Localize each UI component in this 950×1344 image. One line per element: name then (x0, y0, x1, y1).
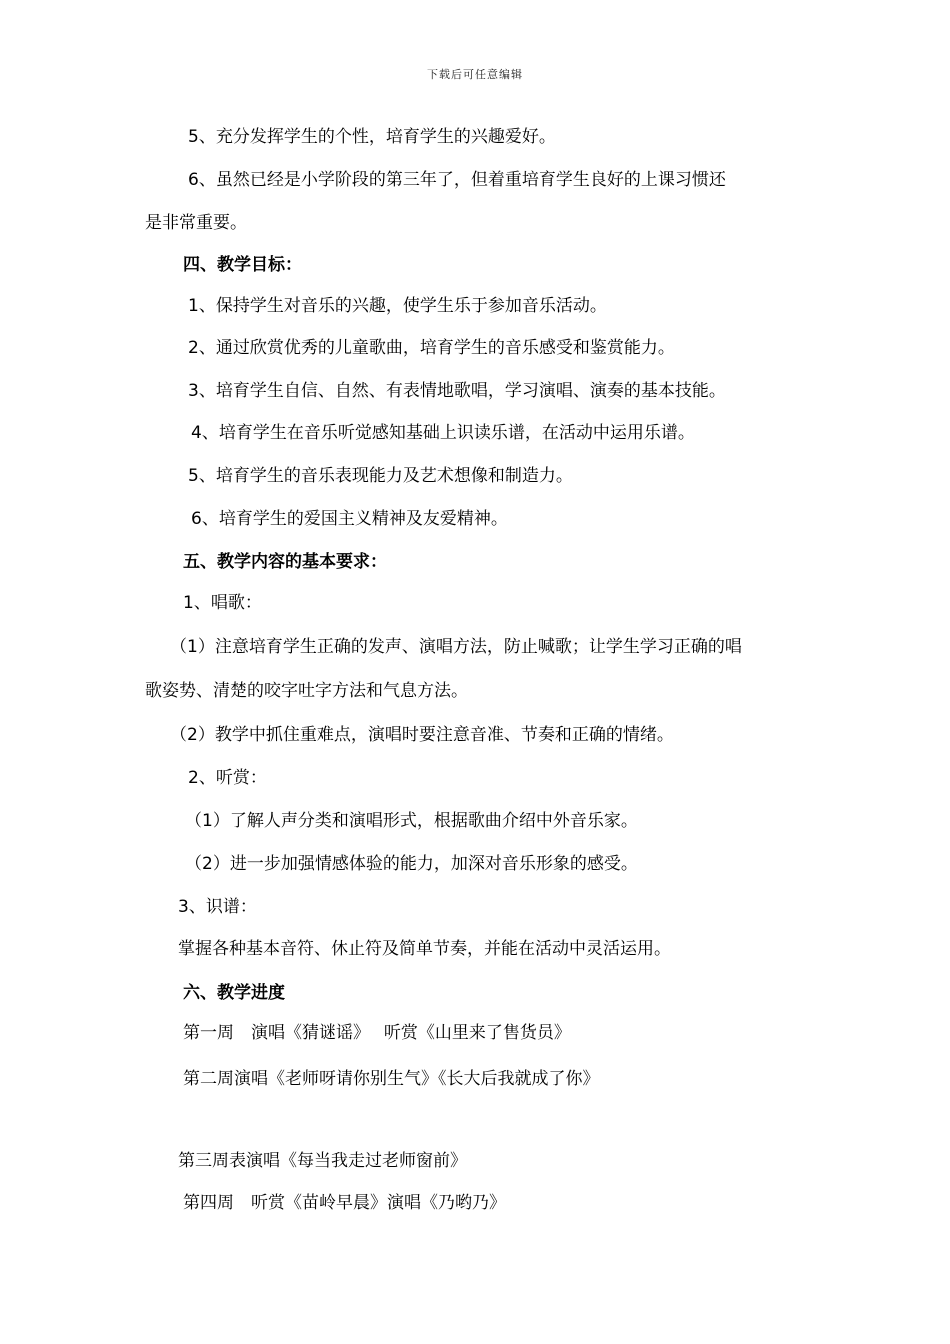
notation-item: 掌握各种基本音符、休止符及简单节奏，并能在活动中灵活运用。 (178, 939, 671, 959)
heading-teaching-goals: 四、教学目标： (183, 255, 302, 275)
listening-item-2: （2）进一步加强情感体验的能力，加深对音乐形象的感受。 (185, 854, 638, 874)
schedule-week-1: 第一周 演唱《猜谜谣》 听赏《山里来了售货员》 (183, 1023, 571, 1043)
goal-item-4: 4、培育学生在音乐听觉感知基础上识读乐谱，在活动中运用乐谱。 (191, 423, 695, 443)
requirement-listening: 2、听赏： (188, 768, 267, 788)
listening-item-1: （1）了解人声分类和演唱形式，根据歌曲介绍中外音乐家。 (185, 811, 638, 831)
goal-item-6: 6、培育学生的爱国主义精神及友爱精神。 (191, 509, 508, 529)
goal-item-5: 5、培育学生的音乐表现能力及艺术想像和制造力。 (188, 466, 573, 486)
schedule-week-3: 第三周表演唱《每当我走过老师窗前》 (178, 1151, 467, 1171)
singing-item-1-cont: 歌姿势、清楚的咬字吐字方法和气息方法。 (145, 681, 468, 701)
goal-item-3: 3、培育学生自信、自然、有表情地歌唱，学习演唱、演奏的基本技能。 (188, 381, 726, 401)
schedule-week-2: 第二周演唱《老师呀请你别生气》《长大后我就成了你》 (183, 1069, 600, 1089)
requirement-singing: 1、唱歌： (183, 593, 262, 613)
heading-content-requirements: 五、教学内容的基本要求： (183, 552, 387, 572)
requirement-notation: 3、识谱： (178, 897, 257, 917)
paragraph-point-6: 6、虽然已经是小学阶段的第三年了，但着重培育学生良好的上课习惯还 (188, 170, 726, 190)
paragraph-point-5: 5、充分发挥学生的个性，培育学生的兴趣爱好。 (188, 127, 556, 147)
goal-item-2: 2、通过欣赏优秀的儿童歌曲，培育学生的音乐感受和鉴赏能力。 (188, 338, 675, 358)
schedule-week-4: 第四周 听赏《苗岭早晨》演唱《乃哟乃》 (183, 1193, 506, 1213)
singing-item-1: （1）注意培育学生正确的发声、演唱方法，防止喊歌；让学生学习正确的唱 (170, 637, 742, 657)
heading-schedule: 六、教学进度 (183, 983, 285, 1003)
page-header: 下载后可任意编辑 (427, 68, 523, 81)
singing-item-2: （2）教学中抓住重难点，演唱时要注意音准、节奏和正确的情绪。 (170, 725, 674, 745)
goal-item-1: 1、保持学生对音乐的兴趣，使学生乐于参加音乐活动。 (188, 296, 607, 316)
paragraph-point-6-cont: 是非常重要。 (145, 213, 247, 233)
